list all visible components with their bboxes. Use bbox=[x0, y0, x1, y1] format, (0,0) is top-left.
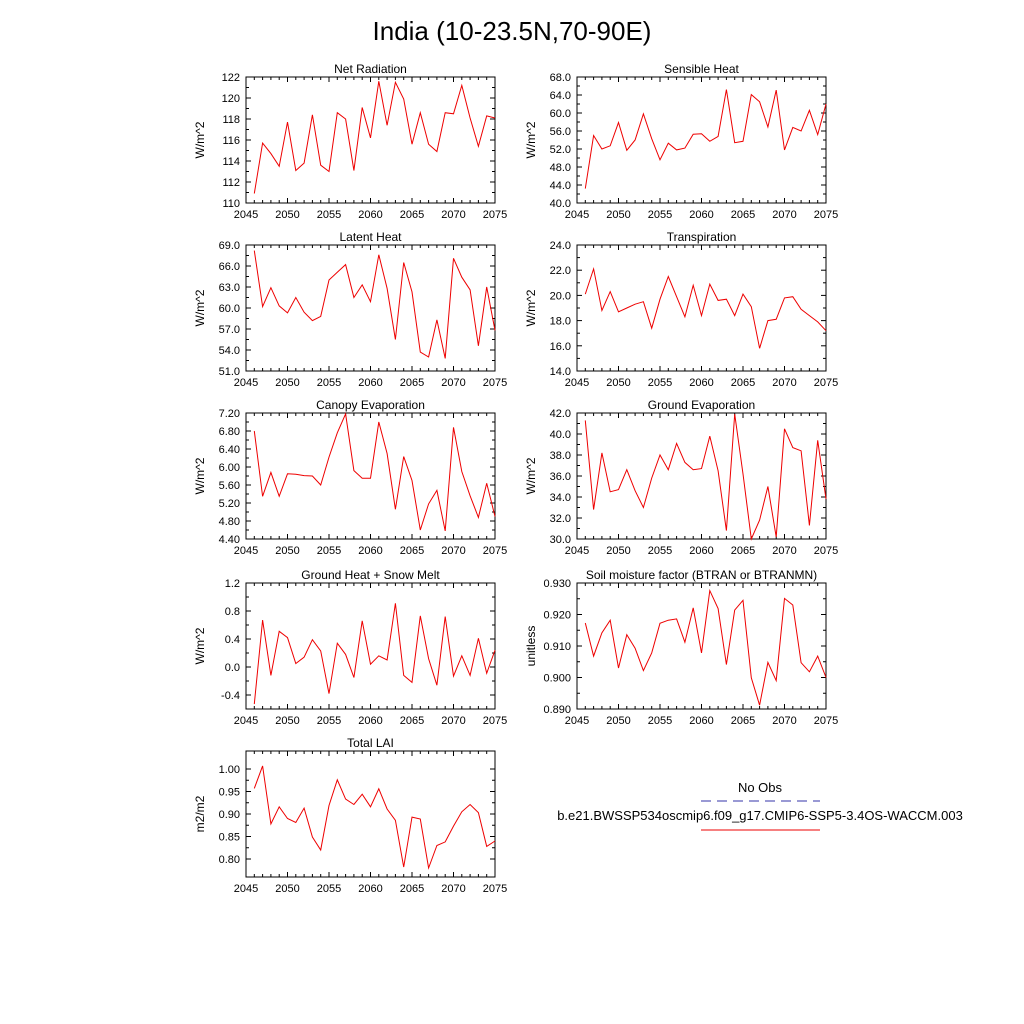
panel-sensible-heat-ytick-label: 52.0 bbox=[549, 144, 571, 156]
panel-ground-heat-snow-melt-xtick-label: 2070 bbox=[441, 715, 466, 727]
panel-total-lai bbox=[193, 736, 507, 895]
panel-sensible-heat-ytick-label: 60.0 bbox=[549, 108, 571, 120]
panel-sensible-heat-xtick-label: 2055 bbox=[647, 209, 673, 221]
panel-sensible-heat-ytick-label: 68.0 bbox=[549, 72, 571, 84]
panel-soil-moisture-factor-btran-or-btranmn-xtick-label: 2055 bbox=[647, 715, 673, 727]
panel-total-lai-ylabel: m2/m2 bbox=[193, 795, 207, 833]
panel-sensible-heat-ylabel: W/m^2 bbox=[524, 121, 538, 159]
panel-transpiration-title: Transpiration bbox=[666, 230, 737, 244]
panel-ground-heat-snow-melt-ylabel: W/m^2 bbox=[193, 627, 207, 665]
panels bbox=[193, 62, 838, 895]
panel-soil-moisture-factor-btran-or-btranmn-series-line bbox=[585, 591, 826, 706]
panel-canopy-evaporation-ylabel: W/m^2 bbox=[193, 457, 207, 495]
panel-net-radiation-ytick-label: 110 bbox=[222, 198, 240, 210]
panel-total-lai-series-line bbox=[254, 766, 495, 868]
panel-sensible-heat-xtick-label: 2060 bbox=[689, 209, 714, 221]
panel-net-radiation-xtick-label: 2050 bbox=[275, 209, 300, 221]
panel-canopy-evaporation-series-line bbox=[254, 414, 495, 531]
panel-ground-heat-snow-melt-frame bbox=[246, 583, 495, 709]
panel-ground-evaporation-ytick-label: 34.0 bbox=[549, 492, 571, 504]
panel-soil-moisture-factor-btran-or-btranmn-xtick-label: 2045 bbox=[564, 715, 590, 727]
panel-canopy-evaporation-xtick-label: 2060 bbox=[358, 545, 383, 557]
panel-canopy-evaporation-ytick-label: 5.60 bbox=[218, 480, 240, 492]
panel-canopy-evaporation-xtick-label: 2045 bbox=[233, 545, 259, 557]
panel-transpiration-xtick-label: 2075 bbox=[813, 377, 839, 389]
panel-ground-heat-snow-melt-xtick-label: 2050 bbox=[275, 715, 300, 727]
panel-canopy-evaporation-title: Canopy Evaporation bbox=[316, 398, 425, 412]
panel-ground-evaporation-ylabel: W/m^2 bbox=[524, 457, 538, 495]
panel-soil-moisture-factor-btran-or-btranmn bbox=[524, 568, 838, 727]
panel-latent-heat-xtick-label: 2070 bbox=[441, 377, 466, 389]
panel-sensible-heat-series-line bbox=[585, 90, 826, 189]
panel-transpiration-ytick-label: 22.0 bbox=[549, 265, 571, 278]
panel-latent-heat-xtick-label: 2075 bbox=[482, 377, 508, 389]
panel-total-lai-ytick-label: 0.80 bbox=[218, 854, 240, 866]
panel-soil-moisture-factor-btran-or-btranmn-ytick-label: 0.920 bbox=[543, 609, 571, 622]
panel-ground-heat-snow-melt-series-line bbox=[254, 603, 495, 704]
panel-net-radiation-xtick-label: 2060 bbox=[358, 209, 383, 221]
panel-sensible-heat-xtick-label: 2050 bbox=[606, 209, 631, 221]
panel-ground-heat-snow-melt-xtick-label: 2075 bbox=[482, 715, 508, 727]
panel-sensible-heat-xtick-label: 2045 bbox=[564, 209, 590, 221]
panel-canopy-evaporation-ytick-label: 5.20 bbox=[218, 498, 240, 510]
panel-total-lai-xtick-label: 2060 bbox=[358, 883, 383, 895]
panel-ground-heat-snow-melt-ytick-label: 1.2 bbox=[224, 578, 240, 590]
panel-ground-heat-snow-melt-ytick-label: -0.4 bbox=[221, 690, 240, 702]
panel-canopy-evaporation-ytick-label: 6.00 bbox=[218, 462, 240, 474]
panel-total-lai-xtick-label: 2050 bbox=[275, 883, 300, 895]
panel-canopy-evaporation-xtick-label: 2070 bbox=[441, 545, 466, 557]
panel-sensible-heat-ytick-label: 48.0 bbox=[549, 162, 571, 174]
panel-transpiration-xtick-label: 2045 bbox=[564, 377, 590, 389]
panel-ground-heat-snow-melt-ytick-label: 0.8 bbox=[224, 606, 240, 618]
panel-latent-heat-xtick-label: 2065 bbox=[399, 377, 425, 389]
panel-ground-evaporation-ytick-label: 30.0 bbox=[549, 534, 571, 546]
panel-sensible-heat-ytick-label: 44.0 bbox=[549, 180, 571, 192]
panel-total-lai-ytick-label: 1.00 bbox=[218, 764, 240, 776]
panel-transpiration-ylabel: W/m^2 bbox=[524, 289, 538, 327]
panel-net-radiation-ylabel: W/m^2 bbox=[193, 121, 207, 159]
panel-sensible-heat-xtick-label: 2065 bbox=[730, 209, 756, 221]
panel-sensible-heat-xtick-label: 2070 bbox=[772, 209, 797, 221]
panel-transpiration-xtick-label: 2065 bbox=[730, 377, 756, 389]
panel-net-radiation-xtick-label: 2055 bbox=[316, 209, 342, 221]
panel-soil-moisture-factor-btran-or-btranmn-xtick-label: 2065 bbox=[730, 715, 756, 727]
panel-net-radiation bbox=[193, 62, 507, 221]
panel-canopy-evaporation-xtick-label: 2050 bbox=[275, 545, 300, 557]
panel-total-lai-ytick-label: 0.85 bbox=[218, 831, 240, 844]
panel-soil-moisture-factor-btran-or-btranmn-ylabel: unitless bbox=[524, 625, 538, 667]
panel-net-radiation-ytick-label: 122 bbox=[221, 72, 240, 84]
panel-transpiration-ytick-label: 18.0 bbox=[549, 315, 571, 328]
panel-latent-heat-ytick-label: 51.0 bbox=[218, 366, 240, 378]
panel-transpiration-ytick-label: 16.0 bbox=[549, 340, 571, 353]
panel-ground-evaporation-ytick-label: 42.0 bbox=[549, 408, 571, 420]
panel-ground-evaporation-frame bbox=[577, 413, 826, 539]
panel-transpiration-ytick-label: 24.0 bbox=[549, 240, 571, 252]
panel-latent-heat-frame bbox=[246, 245, 495, 371]
panel-ground-heat-snow-melt-xtick-label: 2045 bbox=[233, 715, 259, 727]
panel-canopy-evaporation-ytick-label: 6.80 bbox=[218, 426, 240, 438]
panel-ground-heat-snow-melt-ytick-label: 0.0 bbox=[224, 662, 240, 674]
panel-sensible-heat bbox=[524, 62, 838, 221]
panel-canopy-evaporation-ytick-label: 4.80 bbox=[218, 516, 240, 528]
legend-model-label: b.e21.BWSSP534oscmip6.f09_g17.CMIP6-SSP5-3.4OS-WACCM.003 bbox=[557, 808, 963, 823]
panel-net-radiation-series-line bbox=[254, 81, 495, 193]
panel-total-lai-xtick-label: 2045 bbox=[233, 883, 259, 895]
panel-canopy-evaporation-ytick-label: 4.40 bbox=[218, 534, 240, 546]
panel-net-radiation-xtick-label: 2070 bbox=[441, 209, 466, 221]
page-title: India (10-23.5N,70-90E) bbox=[372, 16, 652, 46]
panel-net-radiation-ytick-label: 116 bbox=[222, 135, 240, 147]
panel-ground-evaporation bbox=[524, 398, 838, 557]
panel-soil-moisture-factor-btran-or-btranmn-xtick-label: 2070 bbox=[772, 715, 797, 727]
panel-net-radiation-xtick-label: 2075 bbox=[482, 209, 508, 221]
panel-latent-heat-xtick-label: 2060 bbox=[358, 377, 383, 389]
panel-transpiration bbox=[524, 230, 838, 389]
panel-sensible-heat-ytick-label: 64.0 bbox=[549, 90, 571, 102]
panel-total-lai-ytick-label: 0.90 bbox=[218, 809, 240, 821]
panel-ground-evaporation-xtick-label: 2055 bbox=[647, 545, 673, 557]
panel-soil-moisture-factor-btran-or-btranmn-xtick-label: 2075 bbox=[813, 715, 839, 727]
panel-ground-evaporation-ytick-label: 36.0 bbox=[549, 471, 571, 483]
panel-net-radiation-ytick-label: 114 bbox=[222, 156, 240, 168]
panel-soil-moisture-factor-btran-or-btranmn-xtick-label: 2060 bbox=[689, 715, 714, 727]
panel-total-lai-xtick-label: 2075 bbox=[482, 883, 508, 895]
panel-latent-heat-series-line bbox=[254, 251, 495, 359]
panel-total-lai-frame bbox=[246, 751, 495, 877]
panel-soil-moisture-factor-btran-or-btranmn-ytick-label: 0.900 bbox=[543, 672, 571, 685]
panel-net-radiation-ytick-label: 120 bbox=[221, 93, 240, 105]
panel-latent-heat-ylabel: W/m^2 bbox=[193, 289, 207, 327]
panel-soil-moisture-factor-btran-or-btranmn-ytick-label: 0.930 bbox=[543, 578, 571, 590]
panel-sensible-heat-xtick-label: 2075 bbox=[813, 209, 839, 221]
panel-canopy-evaporation-ytick-label: 7.20 bbox=[218, 408, 240, 420]
panel-canopy-evaporation-xtick-label: 2075 bbox=[482, 545, 508, 557]
panel-ground-evaporation-xtick-label: 2065 bbox=[730, 545, 756, 557]
panel-canopy-evaporation-ytick-label: 6.40 bbox=[218, 444, 240, 456]
panel-ground-heat-snow-melt-xtick-label: 2065 bbox=[399, 715, 425, 727]
panel-ground-evaporation-xtick-label: 2075 bbox=[813, 545, 839, 557]
panel-soil-moisture-factor-btran-or-btranmn-ytick-label: 0.910 bbox=[543, 641, 571, 653]
panel-ground-evaporation-ytick-label: 38.0 bbox=[549, 450, 571, 462]
panel-latent-heat bbox=[193, 230, 507, 389]
panel-transpiration-ytick-label: 20.0 bbox=[549, 290, 571, 303]
panel-ground-evaporation-title: Ground Evaporation bbox=[647, 398, 756, 412]
panel-latent-heat-ytick-label: 54.0 bbox=[218, 345, 240, 357]
panel-net-radiation-xtick-label: 2045 bbox=[233, 209, 259, 221]
panel-soil-moisture-factor-btran-or-btranmn-xtick-label: 2050 bbox=[606, 715, 631, 727]
legend bbox=[557, 780, 963, 830]
panel-transpiration-xtick-label: 2060 bbox=[689, 377, 714, 389]
panel-latent-heat-title: Latent Heat bbox=[339, 230, 402, 244]
panel-transpiration-xtick-label: 2070 bbox=[772, 377, 797, 389]
panel-ground-heat-snow-melt bbox=[193, 568, 507, 727]
panel-sensible-heat-ytick-label: 56.0 bbox=[549, 126, 571, 138]
panel-ground-heat-snow-melt-xtick-label: 2060 bbox=[358, 715, 383, 727]
panel-net-radiation-ytick-label: 112 bbox=[222, 177, 240, 189]
panel-latent-heat-ytick-label: 57.0 bbox=[218, 324, 240, 336]
panel-ground-evaporation-series-line bbox=[585, 414, 826, 539]
panel-sensible-heat-ytick-label: 40.0 bbox=[549, 198, 571, 210]
legend-obs-label: No Obs bbox=[737, 780, 783, 795]
panel-net-radiation-ytick-label: 118 bbox=[222, 114, 240, 126]
panel-soil-moisture-factor-btran-or-btranmn-ytick-label: 0.890 bbox=[543, 704, 571, 716]
panel-total-lai-ytick-label: 0.95 bbox=[218, 786, 240, 799]
panel-latent-heat-ytick-label: 63.0 bbox=[218, 282, 240, 294]
panel-latent-heat-xtick-label: 2050 bbox=[275, 377, 300, 389]
panel-latent-heat-ytick-label: 69.0 bbox=[218, 240, 240, 252]
panel-canopy-evaporation-xtick-label: 2065 bbox=[399, 545, 425, 557]
panel-ground-evaporation-xtick-label: 2070 bbox=[772, 545, 797, 557]
panel-latent-heat-xtick-label: 2045 bbox=[233, 377, 259, 389]
panel-latent-heat-xtick-label: 2055 bbox=[316, 377, 342, 389]
panel-soil-moisture-factor-btran-or-btranmn-title: Soil moisture factor (BTRAN or BTRANMN) bbox=[585, 568, 818, 582]
panel-transpiration-frame bbox=[577, 245, 826, 371]
panel-net-radiation-frame bbox=[246, 77, 495, 203]
panel-net-radiation-xtick-label: 2065 bbox=[399, 209, 425, 221]
panel-ground-evaporation-xtick-label: 2045 bbox=[564, 545, 590, 557]
panel-ground-evaporation-xtick-label: 2050 bbox=[606, 545, 631, 557]
panel-transpiration-ytick-label: 14.0 bbox=[549, 366, 571, 378]
panel-transpiration-series-line bbox=[585, 269, 826, 348]
panel-transpiration-xtick-label: 2050 bbox=[606, 377, 631, 389]
panel-ground-evaporation-xtick-label: 2060 bbox=[689, 545, 714, 557]
panel-ground-heat-snow-melt-xtick-label: 2055 bbox=[316, 715, 342, 727]
panel-latent-heat-ytick-label: 66.0 bbox=[218, 261, 240, 273]
panel-total-lai-xtick-label: 2070 bbox=[441, 883, 466, 895]
panel-ground-heat-snow-melt-ytick-label: 0.4 bbox=[224, 634, 240, 646]
panel-net-radiation-title: Net Radiation bbox=[334, 62, 407, 76]
panel-total-lai-xtick-label: 2055 bbox=[316, 883, 342, 895]
panel-transpiration-xtick-label: 2055 bbox=[647, 377, 673, 389]
panel-total-lai-title: Total LAI bbox=[347, 736, 394, 750]
panel-ground-heat-snow-melt-title: Ground Heat + Snow Melt bbox=[301, 568, 440, 582]
panel-canopy-evaporation bbox=[193, 398, 507, 557]
panel-sensible-heat-title: Sensible Heat bbox=[664, 62, 739, 76]
panel-ground-evaporation-ytick-label: 40.0 bbox=[549, 429, 571, 441]
panel-ground-evaporation-ytick-label: 32.0 bbox=[549, 513, 571, 525]
panel-total-lai-xtick-label: 2065 bbox=[399, 883, 425, 895]
panel-latent-heat-ytick-label: 60.0 bbox=[218, 303, 240, 315]
panel-canopy-evaporation-xtick-label: 2055 bbox=[316, 545, 342, 557]
